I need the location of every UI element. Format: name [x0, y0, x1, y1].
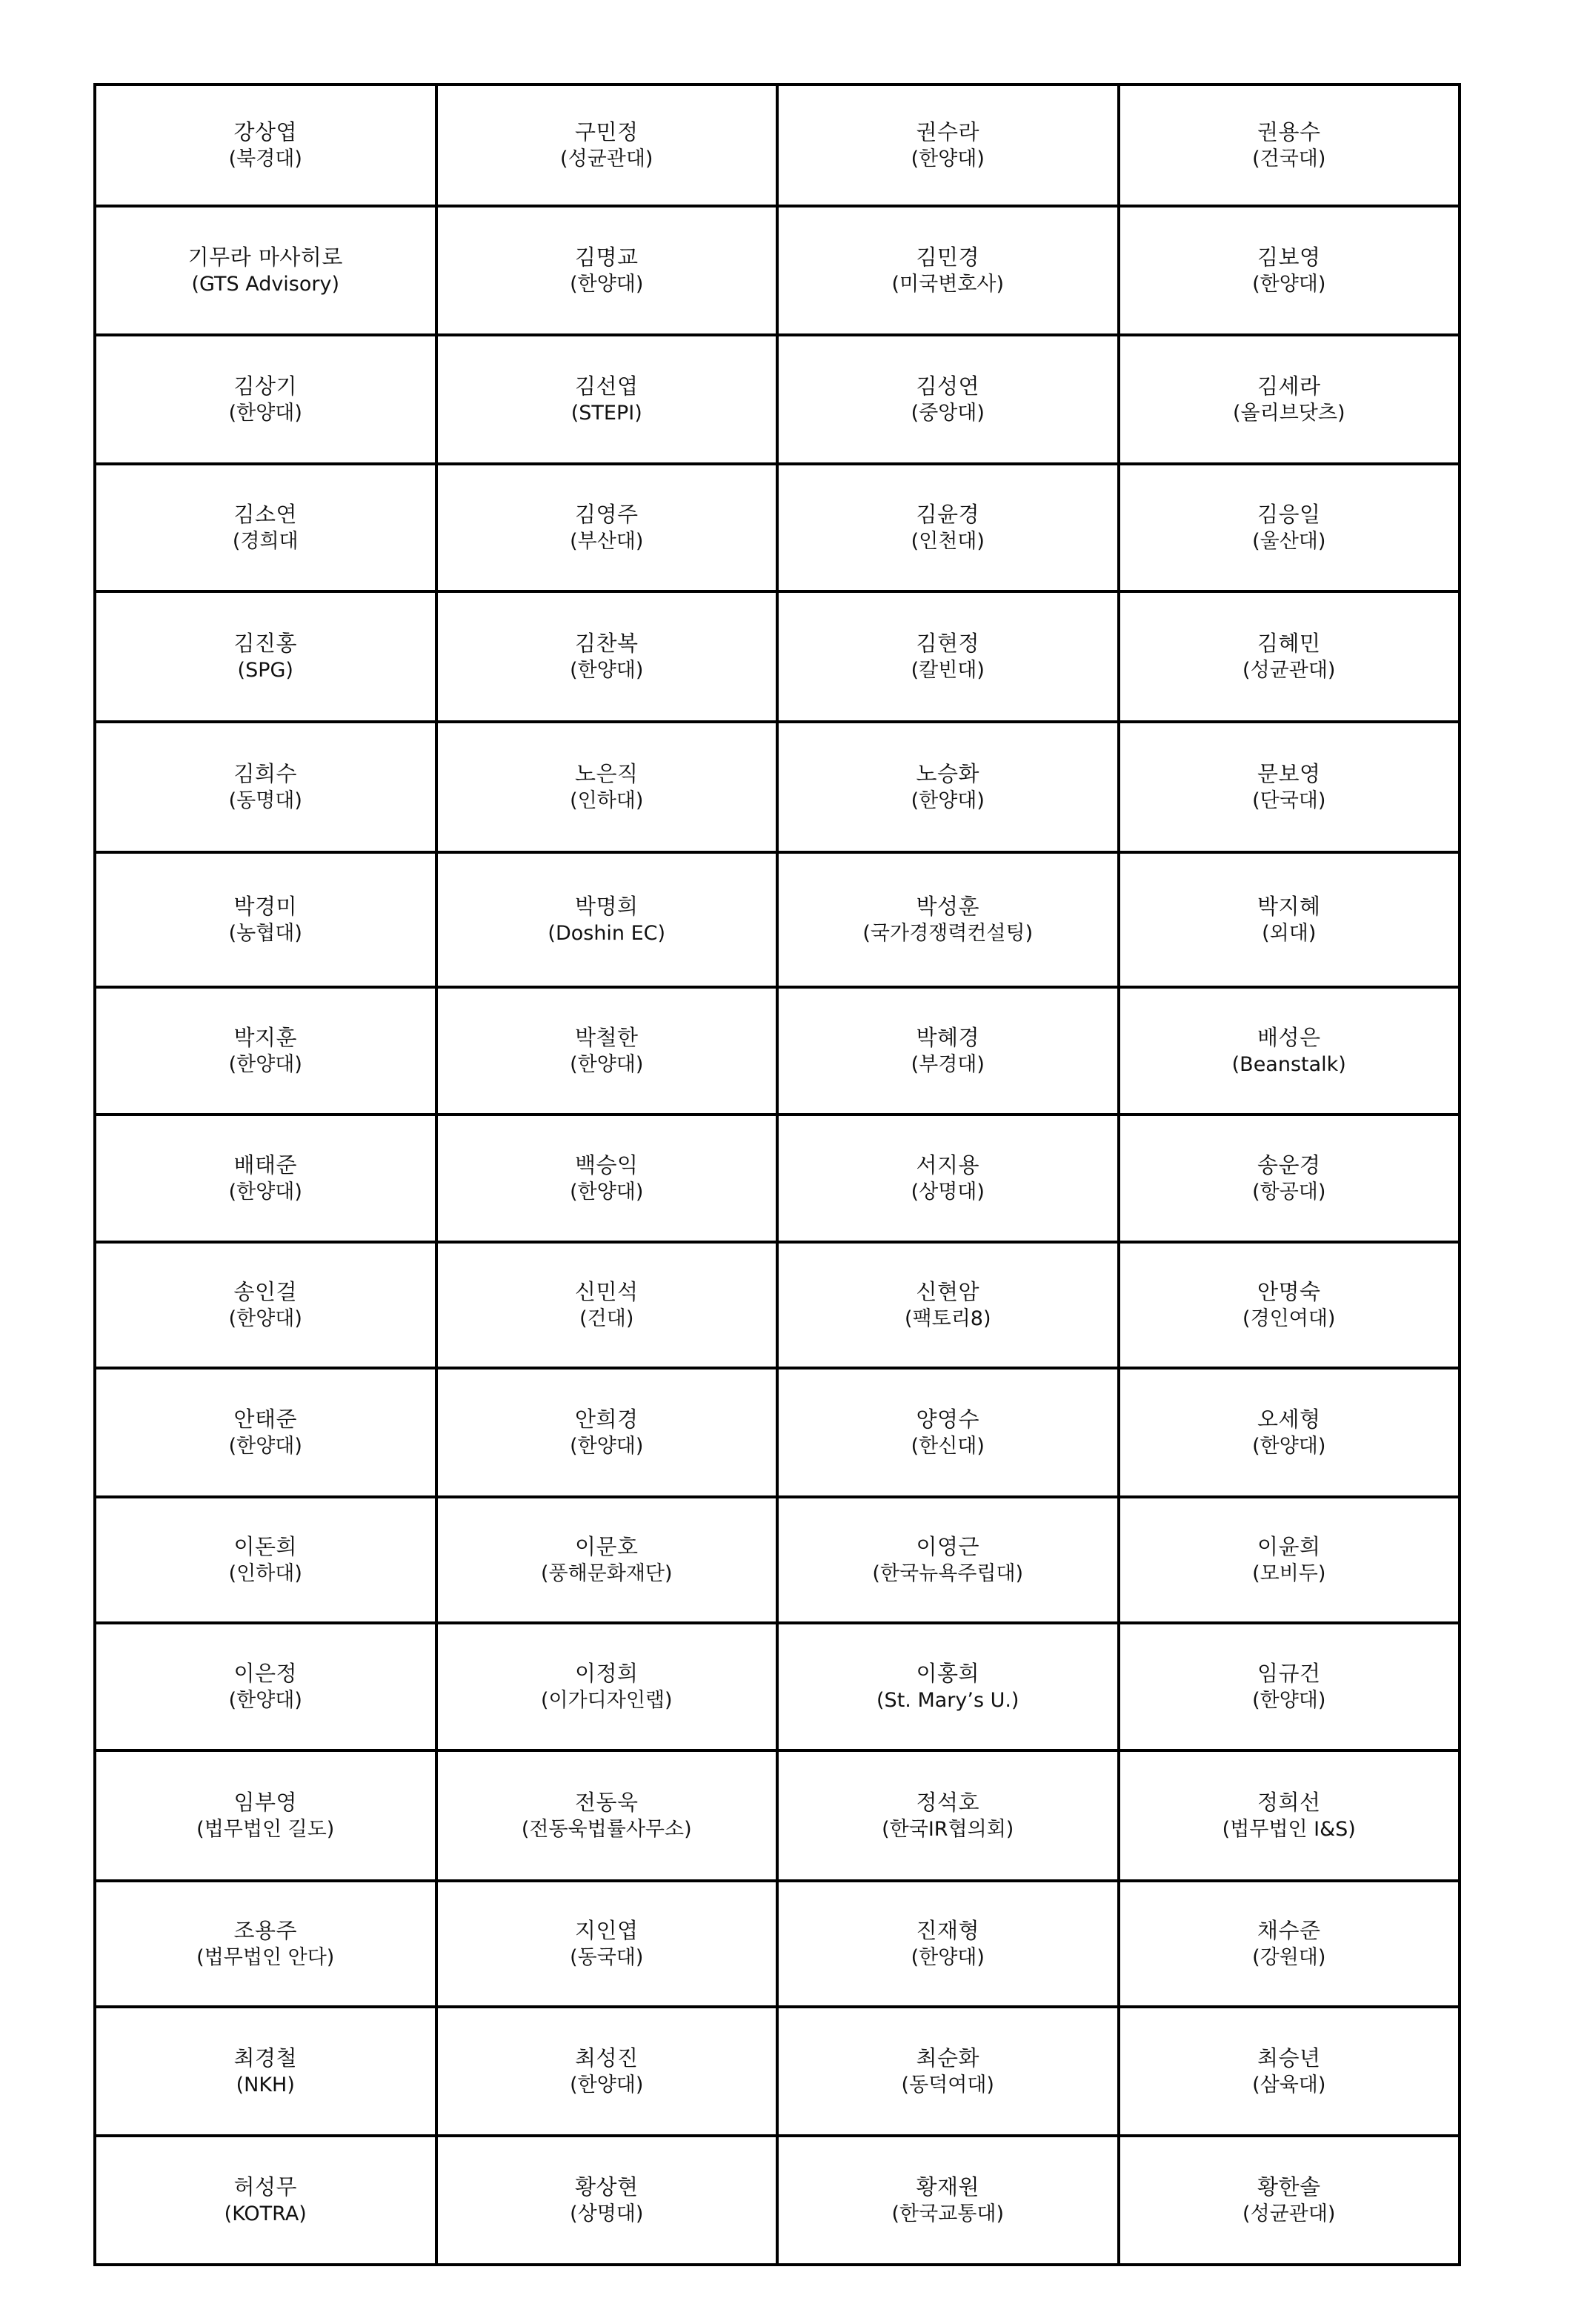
member-affiliation: (동덕여대)	[901, 2074, 994, 2096]
member-affiliation: (부산대)	[570, 530, 644, 553]
member-name: 이정희	[574, 1661, 639, 1686]
member-cell	[777, 2007, 1119, 2136]
member-name: 최순화	[916, 2045, 980, 2071]
member-cell	[95, 335, 436, 464]
member-cell	[436, 464, 778, 591]
member-name: 이은정	[233, 1661, 298, 1686]
member-cell	[1119, 1242, 1460, 1368]
member-name: 김소연	[233, 502, 298, 527]
member-affiliation: (NKH)	[236, 2074, 295, 2096]
member-affiliation: (한양대)	[570, 1181, 644, 1204]
member-cell	[95, 1881, 436, 2007]
member-cell	[95, 2136, 436, 2265]
member-affiliation: (경인여대)	[1242, 1307, 1336, 1330]
member-name: 문보영	[1257, 761, 1321, 786]
member-cell	[777, 206, 1119, 335]
member-affiliation: (한양대)	[228, 1689, 302, 1712]
member-affiliation: (상명대)	[570, 2202, 644, 2225]
member-affiliation: (이가디자인랩)	[540, 1689, 673, 1712]
member-cell	[1119, 1881, 1460, 2007]
member-cell	[1119, 591, 1460, 722]
member-cell	[95, 1623, 436, 1750]
table-row	[95, 464, 1460, 591]
member-affiliation: (칼빈대)	[911, 659, 985, 682]
member-affiliation: (풍해문화재단)	[540, 1562, 673, 1585]
member-cell	[436, 1497, 778, 1623]
member-name: 신민석	[574, 1279, 639, 1304]
member-name: 박지혜	[1257, 894, 1321, 919]
table-row	[95, 84, 1460, 206]
member-cell	[1119, 1115, 1460, 1242]
member-cell	[777, 987, 1119, 1115]
member-name: 황재원	[916, 2174, 980, 2200]
member-cell	[777, 1368, 1119, 1497]
member-affiliation: (부경대)	[911, 1053, 985, 1076]
member-name: 박철한	[574, 1025, 639, 1050]
table-row	[95, 1623, 1460, 1750]
member-name: 임규건	[1257, 1661, 1321, 1686]
member-affiliation: (상명대)	[911, 1181, 985, 1204]
member-affiliation: (St. Mary’s U.)	[876, 1689, 1019, 1712]
member-affiliation: (강원대)	[1252, 1946, 1326, 1969]
member-name: 박성훈	[916, 894, 980, 919]
member-cell	[436, 2136, 778, 2265]
member-affiliation: (법무법인 안다)	[196, 1946, 335, 1969]
member-cell	[95, 852, 436, 987]
member-name: 안명숙	[1257, 1279, 1321, 1304]
member-name: 박지훈	[233, 1025, 298, 1050]
member-cell	[777, 2136, 1119, 2265]
member-cell	[1119, 1368, 1460, 1497]
member-affiliation: (한양대)	[1252, 273, 1326, 296]
member-name: 정희선	[1257, 1790, 1321, 1815]
member-cell	[1119, 464, 1460, 591]
member-affiliation: (법무법인 길도)	[196, 1818, 335, 1841]
member-affiliation: (한양대)	[228, 1435, 302, 1458]
member-cell	[95, 2007, 436, 2136]
member-affiliation: (국가경쟁력컨설팅)	[862, 922, 1034, 945]
member-affiliation: (팩토리8)	[905, 1307, 991, 1330]
member-cell	[1119, 987, 1460, 1115]
table-row	[95, 1750, 1460, 1881]
member-name: 강상엽	[233, 119, 298, 145]
member-affiliation: (한양대)	[911, 789, 985, 812]
member-affiliation: (한양대)	[570, 659, 644, 682]
member-name: 김혜민	[1257, 631, 1321, 656]
member-cell	[436, 852, 778, 987]
member-name: 오세형	[1257, 1407, 1321, 1432]
member-cell	[436, 1115, 778, 1242]
member-cell	[436, 987, 778, 1115]
member-cell	[1119, 84, 1460, 206]
member-cell	[436, 1881, 778, 2007]
member-affiliation: (동명대)	[228, 789, 302, 812]
table-row	[95, 1242, 1460, 1368]
member-affiliation: (성균관대)	[1242, 659, 1336, 682]
member-name: 이돈희	[233, 1534, 298, 1559]
member-affiliation: (한양대)	[1252, 1435, 1326, 1458]
table-row	[95, 1497, 1460, 1623]
roster-body	[95, 84, 1460, 2265]
member-cell	[436, 335, 778, 464]
member-cell	[777, 1881, 1119, 2007]
member-affiliation: (전동욱법률사무소)	[521, 1818, 692, 1841]
member-affiliation: (한양대)	[228, 402, 302, 425]
member-affiliation: (GTS Advisory)	[191, 273, 340, 296]
member-cell	[777, 1497, 1119, 1623]
member-name: 김영주	[574, 502, 639, 527]
member-name: 김세라	[1257, 374, 1321, 399]
member-name: 김희수	[233, 761, 298, 786]
member-affiliation: (미국변호사)	[891, 273, 1004, 296]
member-name: 안희경	[574, 1407, 639, 1432]
table-row	[95, 1881, 1460, 2007]
member-cell	[777, 464, 1119, 591]
member-cell	[95, 1115, 436, 1242]
member-affiliation: (한양대)	[1252, 1689, 1326, 1712]
table-row	[95, 206, 1460, 335]
member-name: 배성은	[1257, 1025, 1321, 1050]
member-name: 송운경	[1257, 1152, 1321, 1178]
member-cell	[95, 464, 436, 591]
member-name: 이문호	[574, 1534, 639, 1559]
member-name: 김응일	[1257, 502, 1321, 527]
member-cell	[1119, 852, 1460, 987]
member-name: 허성무	[233, 2174, 298, 2200]
member-affiliation: (건대)	[579, 1307, 634, 1330]
member-name: 권용수	[1257, 119, 1321, 145]
table-row	[95, 722, 1460, 852]
member-affiliation: (성균관대)	[1242, 2202, 1336, 2225]
member-name: 이영근	[916, 1534, 980, 1559]
member-cell	[95, 1242, 436, 1368]
member-affiliation: (동국대)	[570, 1946, 644, 1969]
member-affiliation: (한국IR협의회)	[882, 1818, 1014, 1841]
member-affiliation: (외대)	[1262, 922, 1317, 945]
member-name: 전동욱	[574, 1790, 639, 1815]
member-cell	[436, 1750, 778, 1881]
member-name: 양영수	[916, 1407, 980, 1432]
member-name: 채수준	[1257, 1918, 1321, 1943]
member-affiliation: (한양대)	[228, 1053, 302, 1076]
member-affiliation: (인하대)	[228, 1562, 302, 1585]
member-affiliation: (항공대)	[1252, 1181, 1326, 1204]
member-affiliation: (SPG)	[237, 659, 293, 682]
member-cell	[1119, 1623, 1460, 1750]
member-name: 안태준	[233, 1407, 298, 1432]
member-affiliation: (북경대)	[228, 147, 302, 170]
table-row	[95, 987, 1460, 1115]
member-cell	[436, 84, 778, 206]
member-cell	[1119, 1497, 1460, 1623]
member-cell	[436, 722, 778, 852]
member-name: 박혜경	[916, 1025, 980, 1050]
member-name: 임부영	[233, 1790, 298, 1815]
member-name: 기무라 마사히로	[187, 245, 343, 270]
member-name: 최경철	[233, 2045, 298, 2071]
member-name: 노승화	[916, 761, 980, 786]
member-cell	[436, 1242, 778, 1368]
member-name: 최성진	[574, 2045, 639, 2071]
member-cell	[1119, 2136, 1460, 2265]
member-affiliation: (인하대)	[570, 789, 644, 812]
member-name: 김찬복	[574, 631, 639, 656]
member-cell	[777, 1750, 1119, 1881]
member-name: 이홍희	[916, 1661, 980, 1686]
member-roster-table	[93, 83, 1461, 2266]
member-cell	[777, 1115, 1119, 1242]
member-name: 김보영	[1257, 245, 1321, 270]
member-cell	[1119, 2007, 1460, 2136]
member-cell	[95, 1368, 436, 1497]
member-cell	[95, 206, 436, 335]
member-affiliation: (올리브닷츠)	[1233, 402, 1345, 425]
member-affiliation: (한양대)	[228, 1181, 302, 1204]
member-name: 구민정	[574, 119, 639, 145]
member-cell	[95, 1750, 436, 1881]
member-name: 김민경	[916, 245, 980, 270]
member-name: 황상현	[574, 2174, 639, 2200]
table-row	[95, 2007, 1460, 2136]
member-affiliation: (한양대)	[228, 1307, 302, 1330]
member-cell	[1119, 1750, 1460, 1881]
member-cell	[95, 987, 436, 1115]
member-name: 서지용	[916, 1152, 980, 1178]
member-cell	[777, 591, 1119, 722]
table-row	[95, 852, 1460, 987]
member-name: 지인엽	[574, 1918, 639, 1943]
member-affiliation: (한양대)	[570, 1435, 644, 1458]
member-affiliation: (삼육대)	[1252, 2074, 1326, 2096]
member-cell	[95, 84, 436, 206]
member-cell	[95, 1497, 436, 1623]
member-cell	[1119, 722, 1460, 852]
member-cell	[436, 1623, 778, 1750]
member-name: 김현정	[916, 631, 980, 656]
member-affiliation: (KOTRA)	[224, 2202, 307, 2225]
member-cell	[777, 335, 1119, 464]
member-name: 김상기	[233, 374, 298, 399]
member-affiliation: (Doshin EC)	[548, 922, 666, 945]
member-affiliation: (법무법인 I&S)	[1222, 1818, 1356, 1841]
member-cell	[777, 1623, 1119, 1750]
table-row	[95, 335, 1460, 464]
member-name: 김진홍	[233, 631, 298, 656]
member-affiliation: (한양대)	[911, 147, 985, 170]
member-name: 신현암	[916, 1279, 980, 1304]
member-affiliation: (인천대)	[911, 530, 985, 553]
member-affiliation: (한양대)	[570, 273, 644, 296]
member-affiliation: (단국대)	[1252, 789, 1326, 812]
member-cell	[436, 206, 778, 335]
member-affiliation: (Beanstalk)	[1231, 1053, 1346, 1076]
member-cell	[777, 722, 1119, 852]
member-name: 이윤희	[1257, 1534, 1321, 1559]
member-affiliation: (성균관대)	[560, 147, 653, 170]
table-row	[95, 591, 1460, 722]
member-name: 백승익	[574, 1152, 639, 1178]
member-name: 황한솔	[1257, 2174, 1321, 2200]
member-name: 최승년	[1257, 2045, 1321, 2071]
member-affiliation: (모비두)	[1252, 1562, 1326, 1585]
member-name: 박경미	[233, 894, 298, 919]
member-cell	[436, 591, 778, 722]
member-affiliation: (한양대)	[570, 2074, 644, 2096]
member-affiliation: (농협대)	[228, 922, 302, 945]
member-name: 김성연	[916, 374, 980, 399]
member-cell	[777, 852, 1119, 987]
member-affiliation: (한국뉴욕주립대)	[872, 1562, 1024, 1585]
member-cell	[1119, 335, 1460, 464]
member-name: 송인걸	[233, 1279, 298, 1304]
member-name: 김선엽	[574, 374, 639, 399]
table-row	[95, 1368, 1460, 1497]
member-cell	[436, 2007, 778, 2136]
member-name: 박명희	[574, 894, 639, 919]
member-name: 김윤경	[916, 502, 980, 527]
table-row	[95, 2136, 1460, 2265]
member-name: 배태준	[233, 1152, 298, 1178]
member-affiliation: (경희대	[232, 530, 299, 553]
member-name: 정석호	[916, 1790, 980, 1815]
member-cell	[777, 84, 1119, 206]
member-name: 노은직	[574, 761, 639, 786]
member-affiliation: (STEPI)	[570, 402, 642, 425]
member-affiliation: (울산대)	[1252, 530, 1326, 553]
member-name: 권수라	[916, 119, 980, 145]
member-name: 조용주	[233, 1918, 298, 1943]
member-cell	[436, 1368, 778, 1497]
member-affiliation: (한양대)	[911, 1946, 985, 1969]
table-row	[95, 1115, 1460, 1242]
member-affiliation: (한국교통대)	[891, 2202, 1004, 2225]
member-affiliation: (한양대)	[570, 1053, 644, 1076]
member-affiliation: (중앙대)	[911, 402, 985, 425]
member-name: 김명교	[574, 245, 639, 270]
member-affiliation: (한신대)	[911, 1435, 985, 1458]
member-cell	[95, 591, 436, 722]
member-affiliation: (건국대)	[1252, 147, 1326, 170]
member-name: 진재형	[916, 1918, 980, 1943]
member-cell	[95, 722, 436, 852]
member-cell	[777, 1242, 1119, 1368]
member-cell	[1119, 206, 1460, 335]
